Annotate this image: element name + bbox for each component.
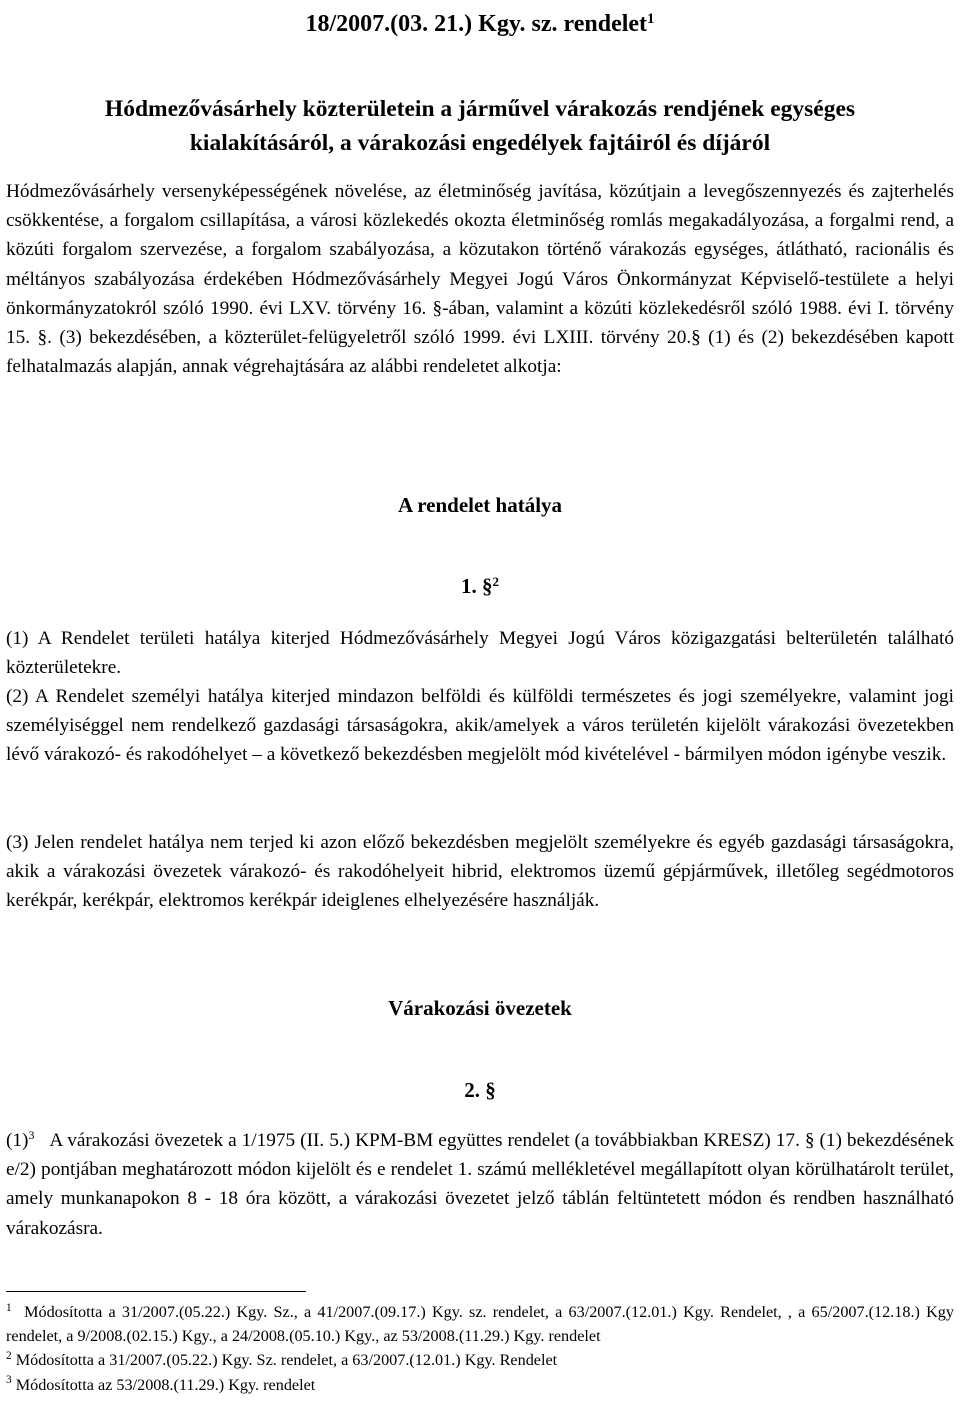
section-2-paragraph-1 — [6, 1126, 954, 1243]
footnote-1 — [6, 1300, 954, 1348]
section-2-paragraph-1-text: A várakozási övezetek a 1/1975 (II. 5.) KPM-BM együttes rendelet (a továbbiakban KRESZ) 17. § (1) bekezdésének e/2) pontjában meghatározott módon kijelölt és e rendelet 1. számú mellékletével megállapított olyan körülhatárolt terület, amely munkanapokon 8 - 18 óra között, a várakozási övezetet jelző táblán feltüntetett módon és rendben használható várakozásra. — [6, 1130, 954, 1239]
subtitle-line-2: kialakításáról, a várakozási engedélyek fajtáiról és díjáról — [189, 130, 771, 156]
footnote-1-text: Módosította a 31/2007.(05.22.) Kgy. Sz., a 41/2007.(09.17.) Kgy. sz. rendelet, a 63/2007.(12.01.) Kgy. Rendelet, , a 65/2007.(12.18.) Kgy rendelet, a 9/2008.(02.15.) Kgy., a 24/2008.(05.10.) Kgy., az 53/2008.(11.29.) Kgy. rendelet — [6, 1303, 954, 1346]
footnote-3-text: Módosította az 53/2008.(11.29.) Kgy. rendelet — [15, 1375, 316, 1394]
footnote-ref-3[interactable]: 3 — [28, 1128, 35, 1143]
section-1-paragraph-1: (1) A Rendelet területi hatálya kiterjed Hódmezővásárhely Megyei Jogú Város közigazgatási belterületén található közterületekre. — [6, 628, 954, 679]
footnote-2-text: Módosította a 31/2007.(05.22.) Kgy. Sz. rendelet, a 63/2007.(12.01.) Kgy. Rendelet — [15, 1351, 558, 1370]
footnote-2 — [6, 1348, 954, 1372]
section-1-heading: A rendelet hatálya — [397, 493, 563, 517]
footnote-3-mark: 3 — [6, 1374, 12, 1387]
paragraph-number: (1) — [6, 1130, 29, 1151]
preamble-paragraph: Hódmezővásárhely versenyképességének növelése, az életminőség javítása, közútjain a levegőszennyezés és zajterhelés csökkentése, a forgalom csillapítása, a városi közlekedés okozta életminőség romlás megakadályozása, a forgalmi rend, a közúti forgalom szervezése, a forgalom szabályozása, a közutakon történő várakozás egységes, átlátható, racionális és méltányos szabályozása érdekében Hódmezővásárhely Megyei Jogú Város Önkormányzat Képviselő-testülete a helyi önkormányzatokról szóló 1990. évi LXV. törvény 16. §-ában, valamint a közúti közlekedésről szóló 1988. évi I. törvény 15. §. (3) bekezdésében, a közterület-felügyeletről szóló 1999. évi LXIII. törvény 20.§ (1) és (2) bekezdésében kapott felhatalmazás alapján, annak végrehajtására az alábbi rendeletet alkotja: — [6, 181, 954, 378]
footnote-separator — [6, 1291, 306, 1292]
footnote-1-mark: 1 — [6, 1301, 12, 1314]
footnote-3 — [6, 1373, 954, 1397]
section-2-number: 2. § — [464, 1078, 496, 1102]
section-1-paragraph-2: (2) A Rendelet személyi hatálya kiterjed mindazon belföldi és külföldi természetes és jogi személyekre, valamint jogi személyiséggel nem rendelkező gazdasági társaságokra, akik/amelyek a város területén kijelölt várakozási övezetekben lévő várakozó- és rakodóhelyet – a következő bekezdésben megjelölt mód kivételével - bármilyen módon igénybe veszik. — [6, 686, 954, 766]
section-2-heading: Várakozási övezetek — [388, 996, 572, 1020]
document-subtitle — [0, 92, 960, 160]
document-title — [0, 10, 960, 38]
footnote-2-mark: 2 — [6, 1350, 12, 1363]
footnote-ref-1[interactable]: 1 — [647, 10, 655, 27]
footnote-ref-2[interactable]: 2 — [492, 573, 499, 589]
section-1-paragraph-3: (3) Jelen rendelet hatálya nem terjed ki azon előző bekezdésben megjelölt személyekre és egyéb gazdasági társaságokra, akik a várakozási övezetek várakozó- és rakodóhelyeit hibrid, elektromos üzemű gépjárművek, illetőleg segédmotoros kerékpár, kerékpár, elektromos kerékpár ideiglenes elhelyezésére használják. — [6, 832, 954, 912]
section-1-number-text: 1. § — [460, 574, 493, 598]
subtitle-line-1: Hódmezővásárhely közterületein a járművel várakozás rendjének egységes — [104, 96, 856, 122]
footnotes — [6, 1300, 954, 1397]
section-1-number — [0, 572, 960, 600]
title-text: 18/2007.(03. 21.) Kgy. sz. rendelet — [305, 11, 648, 37]
